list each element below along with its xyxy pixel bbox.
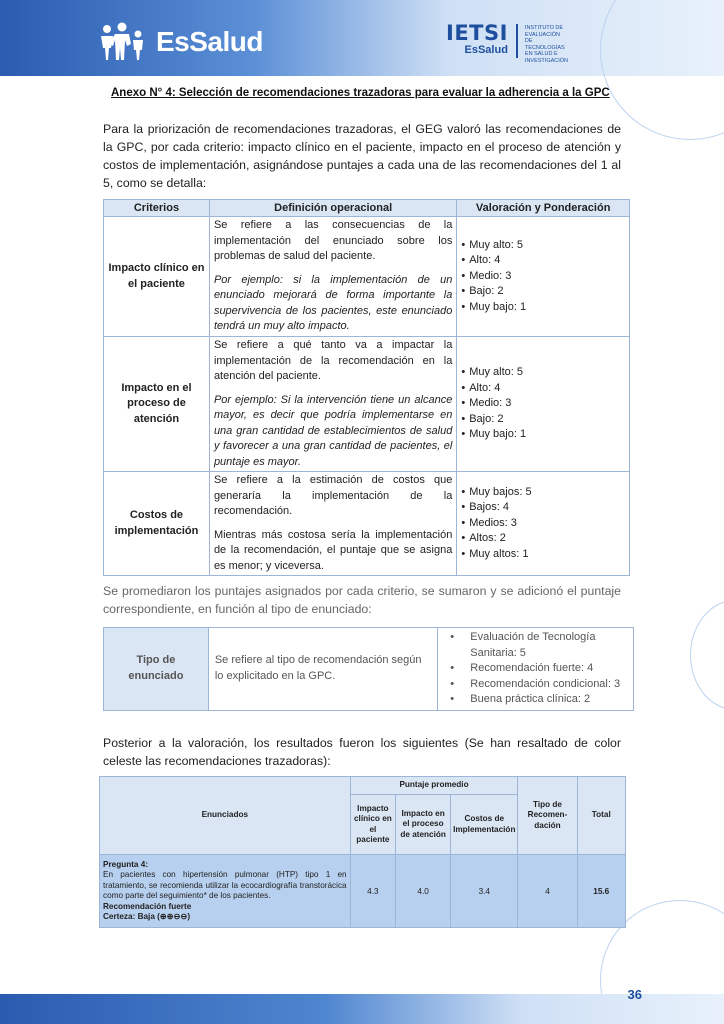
ietsi-title: IETSI [446,21,508,45]
score-cell: 3.4 [451,855,518,928]
scale-item: • Evaluación de Tecnología Sanitaria: 5 [444,630,627,661]
example-text: Por ejemplo: Si la intervención tiene un alcance mayor, es decir que podría implementarse en una gran cantidad de establecimientos de salud y favorecer a una gran cantidad de pacientes, el puntaje es mayor. [213,393,453,468]
score-cell: 4.3 [350,855,396,928]
scale-item: • Muy bajo: 1 [461,427,625,443]
scale-item: • Alto: 4 [461,381,625,397]
scale-item: • Altos: 2 [461,531,625,547]
scale-item: • Muy bajos: 5 [461,485,625,501]
total-cell [577,855,625,928]
intro-paragraph: Para la priorización de recomendaciones trazadoras, el GEG valoró las recomendaciones de la GPC, por cada criterio: impacto clínico en el paciente, impacto en el proceso de atención y costos de implementación, asignándose puntajes a cada una de las recomendaciones del 1 al 5, como se detalla: [103,122,621,190]
criterion-cell: Costos de implementación [104,472,210,576]
criterion-cell: Impacto clínico en el paciente [104,217,210,337]
definition-text: Se refiere a qué tanto va a impactar la implementación de la recomendación en la atención del paciente. [213,339,453,382]
column-header: Impacto clínico en el paciente [350,795,396,855]
definition-cell [209,472,456,576]
scale-item: • Muy bajo: 1 [461,300,625,316]
criterion-cell: Impacto en el proceso de atención [104,337,210,472]
column-header: Valoración y Ponderación [457,200,630,217]
definition-text: Se refiere a la estimación de costos que generaría la implementación de la recomendación. [213,474,453,517]
example-text: Por ejemplo: si la implementación de un enunciado mejorará de forma importante la supervivencia de los pacientes, este enunciado tendrá un muy alto impacto. [213,273,453,333]
ietsi-logo [446,22,569,64]
second-paragraph: Se promediaron los puntajes asignados por cada criterio, se sumaron y se adicionó el puntaje correspondiente, en función al tipo de enunciado: [103,584,621,616]
type-table [103,627,634,711]
results-header-row [100,777,626,795]
scale-item: • Muy altos: 1 [461,547,625,563]
scale-item: • Medios: 3 [461,516,625,532]
scale-item: • Buena práctica clínica: 2 [444,692,627,708]
third-paragraph: Posterior a la valoración, los resultados fueron los siguientes (Se han resaltado de color celeste las recomendaciones trazadoras): [103,736,621,768]
scale-item: • Recomendación condicional: 3 [444,677,627,693]
type-definition-cell: Se refiere al tipo de recomendación según lo explicitado en la GPC. [208,628,437,711]
recommendation-type: Recomendación fuerte [103,901,192,911]
table-row [104,472,630,576]
score-cell: 4 [518,855,577,928]
column-header: Impacto en el proceso de atención [396,795,451,855]
type-scale-cell [438,628,634,711]
column-header: Definición operacional [209,200,456,217]
scale-item: • Muy alto: 5 [461,365,625,381]
column-header: Total [577,777,625,855]
scale-cell [457,337,630,472]
table-row [100,855,626,928]
definition-text: Se refiere a las consecuencias de la implementación del enunciado sobre los problemas de salud del paciente. [213,219,453,263]
page-title: Anexo N° 4: Selección de recomendaciones trazadoras para evaluar la adherencia a la GPC [111,87,610,99]
page-number: 36 [627,987,642,1002]
scale-item: • Recomendación fuerte: 4 [444,661,627,677]
scale-cell [457,472,630,576]
certeza-text: Certeza: Baja (⊕⊕⊖⊖) [103,912,191,921]
scale-item: • Muy alto: 5 [461,238,625,254]
essalud-brand: EsSalud [156,26,263,57]
definition-cell [209,217,456,337]
scale-item: • Bajos: 4 [461,500,625,516]
family-figures-icon [98,22,150,62]
scale-item: • Medio: 3 [461,396,625,412]
type-label-cell: Tipo de enunciado [104,628,209,711]
column-header: Tipo de Recomen-dación [518,777,577,855]
footer-band [0,994,724,1024]
ietsi-sub: EsSalud [464,44,508,56]
deco-circle [690,600,724,710]
column-header: Costos de Implementación [451,795,518,855]
scale-item: • Bajo: 2 [461,284,625,300]
example-text: Mientras más costosa sería la implementación de la recomendación, el puntaje que se asigna es menor; y viceversa. [213,528,453,572]
enunciado-text: En pacientes con hipertensión pulmonar (HTP) tipo 1 en tratamiento, se recomienda utilizar la ecocardiografía transtorácica como parte del seguimiento* de los pacientes. [103,870,347,900]
table-row [104,337,630,472]
criteria-table [103,199,630,576]
scale-cell [457,217,630,337]
column-header: Puntaje promedio [350,777,518,795]
table-row [104,628,634,711]
score-cell: 4.0 [396,855,451,928]
scale-item: • Medio: 3 [461,269,625,285]
column-header: Criterios [104,200,210,217]
ietsi-small-text: INSTITUTO DE EVALUACIÓN DE TECNOLOGÍAS EN SALUD E INVESTIGACIÓN [524,25,569,64]
essalud-logo [98,20,263,64]
definition-cell [209,337,456,472]
column-header: Enunciados [100,777,351,855]
enunciado-cell [100,855,351,928]
scale-item: • Alto: 4 [461,253,625,269]
results-table [99,776,626,928]
deco-circle [600,0,724,140]
total-value: 15.6 [593,886,610,896]
table-row [104,217,630,337]
criteria-header-row [104,200,630,217]
pregunta-label: Pregunta 4: [103,859,149,869]
ietsi-divider [516,24,518,58]
scale-item: • Bajo: 2 [461,412,625,428]
